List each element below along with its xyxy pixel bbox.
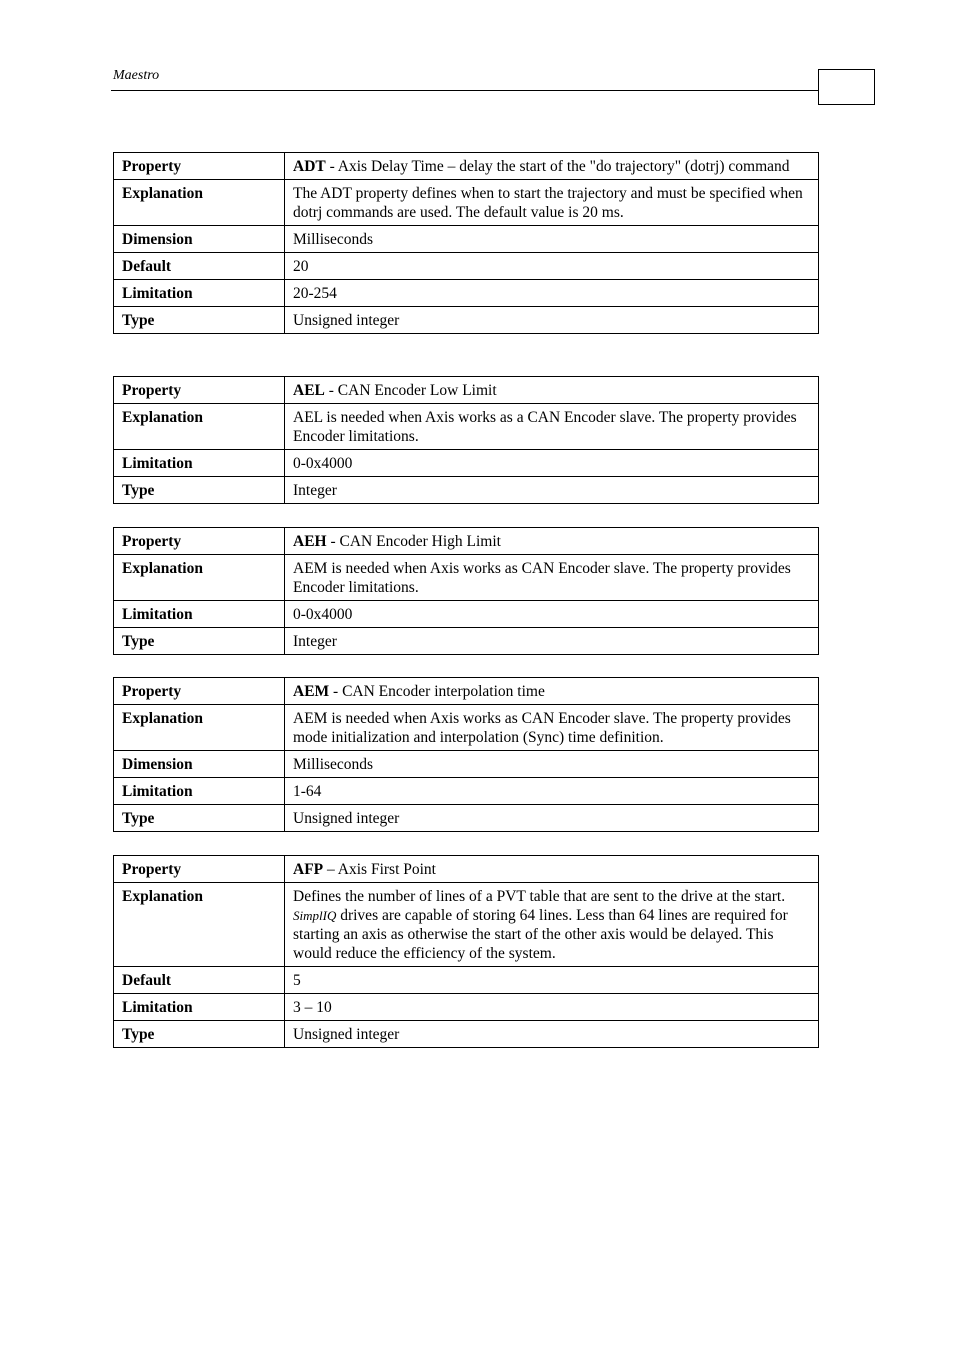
row-key: Property <box>114 153 285 180</box>
row-value: AEM is needed when Axis works as CAN Encoder slave. The property provides Encoder limitations. <box>285 555 819 601</box>
property-table-aem <box>113 677 819 832</box>
row-value: AEL is needed when Axis works as a CAN Encoder slave. The property provides Encoder limitations. <box>285 404 819 450</box>
running-header-title: Maestro <box>113 68 160 83</box>
property-table-aeh <box>113 527 819 655</box>
row-key: Type <box>114 805 285 832</box>
header-rule <box>111 90 819 91</box>
row-key: Explanation <box>114 883 285 967</box>
row-value: Unsigned integer <box>285 307 819 334</box>
table-row <box>114 450 819 477</box>
row-value <box>285 153 819 180</box>
table-row <box>114 377 819 404</box>
row-value: Integer <box>285 477 819 504</box>
row-key: Property <box>114 528 285 555</box>
property-description: - CAN Encoder Low Limit <box>324 382 497 399</box>
page-number-box <box>818 69 875 105</box>
property-code: AEM <box>293 683 330 700</box>
row-key: Property <box>114 678 285 705</box>
row-key: Type <box>114 628 285 655</box>
table-row <box>114 153 819 180</box>
table-row <box>114 705 819 751</box>
row-value <box>285 883 819 967</box>
row-value: The ADT property defines when to start the trajectory and must be specified when dotrj commands are used. The default value is 20 ms. <box>285 180 819 226</box>
table-row <box>114 967 819 994</box>
row-value <box>285 678 819 705</box>
row-value: Milliseconds <box>285 751 819 778</box>
table-row <box>114 1021 819 1048</box>
table-row <box>114 601 819 628</box>
property-code: ADT <box>293 158 326 175</box>
table-row <box>114 628 819 655</box>
brand-name: SimplIQ <box>293 908 337 923</box>
property-table-afp <box>113 855 819 1048</box>
row-value: Unsigned integer <box>285 1021 819 1048</box>
property-table-adt <box>113 152 819 334</box>
table-row <box>114 778 819 805</box>
row-key: Dimension <box>114 751 285 778</box>
row-key: Default <box>114 967 285 994</box>
property-description: – Axis First Point <box>323 861 436 878</box>
property-description: - CAN Encoder interpolation time <box>329 683 545 700</box>
row-value <box>285 856 819 883</box>
row-key: Type <box>114 477 285 504</box>
row-key: Type <box>114 307 285 334</box>
explanation-text-start: Defines the number of lines of a PVT table that are sent to the drive at the start. <box>293 888 786 905</box>
row-value <box>285 528 819 555</box>
row-value: 20 <box>285 253 819 280</box>
row-value: 3 – 10 <box>285 994 819 1021</box>
table-row <box>114 883 819 967</box>
table-row <box>114 994 819 1021</box>
row-key: Property <box>114 856 285 883</box>
row-key: Explanation <box>114 180 285 226</box>
row-value: 0-0x4000 <box>285 450 819 477</box>
table-row <box>114 307 819 334</box>
row-value: Integer <box>285 628 819 655</box>
table-row <box>114 253 819 280</box>
row-value: 0-0x4000 <box>285 601 819 628</box>
property-code: AEL <box>293 382 325 399</box>
table-row <box>114 555 819 601</box>
property-code: AEH <box>293 533 327 550</box>
table-row <box>114 404 819 450</box>
row-key: Type <box>114 1021 285 1048</box>
table-row <box>114 180 819 226</box>
row-key: Limitation <box>114 994 285 1021</box>
row-key: Limitation <box>114 280 285 307</box>
property-table-ael <box>113 376 819 504</box>
table-row <box>114 226 819 253</box>
table-row <box>114 856 819 883</box>
row-key: Explanation <box>114 705 285 751</box>
row-value: AEM is needed when Axis works as CAN Encoder slave. The property provides mode initialization and interpolation (Sync) time definition. <box>285 705 819 751</box>
row-key: Explanation <box>114 404 285 450</box>
row-key: Limitation <box>114 778 285 805</box>
row-key: Limitation <box>114 450 285 477</box>
row-value: Milliseconds <box>285 226 819 253</box>
row-value: 1-64 <box>285 778 819 805</box>
row-value: Unsigned integer <box>285 805 819 832</box>
row-key: Limitation <box>114 601 285 628</box>
row-key: Property <box>114 377 285 404</box>
property-description: - CAN Encoder High Limit <box>326 533 501 550</box>
table-row <box>114 751 819 778</box>
property-code: AFP <box>293 861 324 878</box>
table-row <box>114 528 819 555</box>
row-key: Explanation <box>114 555 285 601</box>
table-row <box>114 678 819 705</box>
property-description: - Axis Delay Time – delay the start of the "do trajectory" (dotrj) command <box>325 158 790 175</box>
row-key: Dimension <box>114 226 285 253</box>
row-value: 5 <box>285 967 819 994</box>
explanation-text-end: drives are capable of storing 64 lines. Less than 64 lines are required for starting an axis as otherwise the start of the other axis would be delayed. This would reduce the efficiency of the system. <box>293 907 788 962</box>
table-row <box>114 477 819 504</box>
table-row <box>114 805 819 832</box>
row-value: 20-254 <box>285 280 819 307</box>
row-value <box>285 377 819 404</box>
row-key: Default <box>114 253 285 280</box>
table-row <box>114 280 819 307</box>
